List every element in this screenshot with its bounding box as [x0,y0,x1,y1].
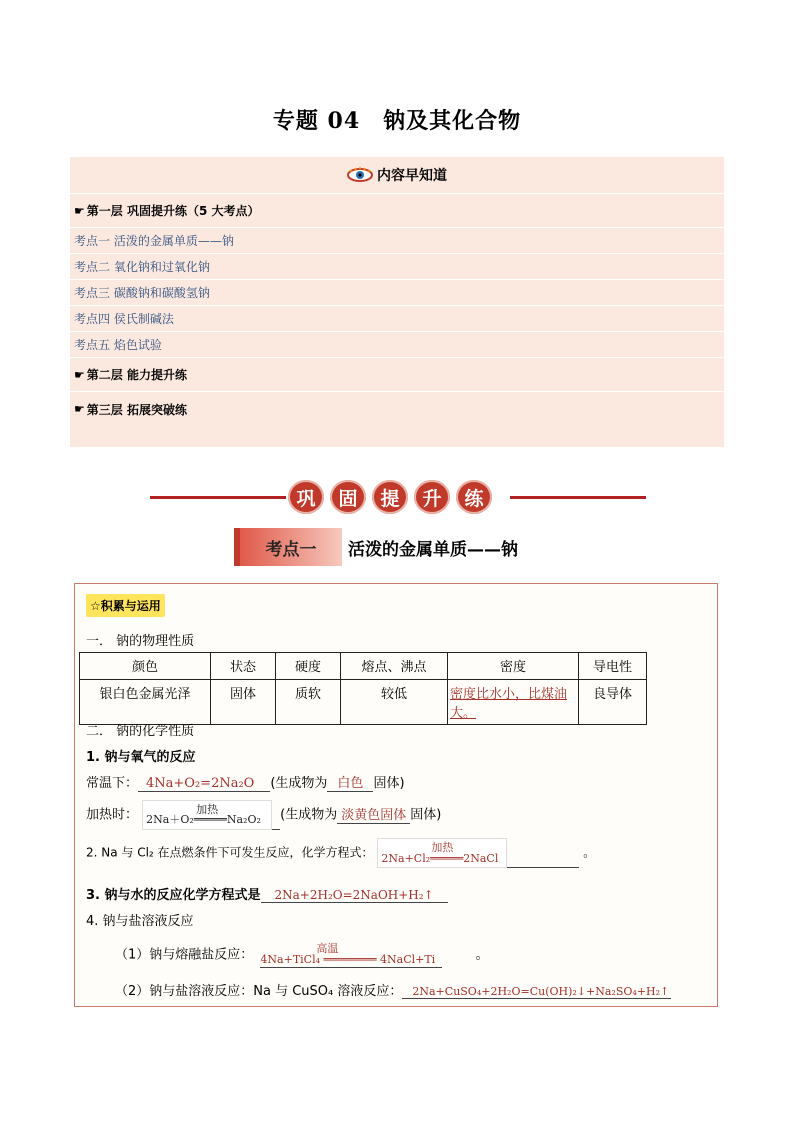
toc-item-point4[interactable]: 考点四 侯氏制碱法 [70,306,724,332]
water-eq: 2Na+2H₂O=2NaOH+H₂↑ [261,888,448,903]
banner-line-right [510,496,646,499]
pointing-hand-icon: ☛ [74,367,85,382]
s4-heading: 4. 钠与盐溶液反应 [86,914,194,929]
banner-char: 提 [372,480,408,514]
heat-product: 淡黄色固体 [337,804,410,824]
toc-item-level2[interactable]: ☛ 第二层 能力提升练 [70,358,724,392]
toc-item-point1[interactable]: 考点一 活泼的金属单质——钠 [70,228,724,254]
kaodian-heading [234,528,518,566]
toc-item-level3[interactable]: ☛ 第三层 拓展突破练 [74,402,187,417]
water-line: 3. 钠与水的反应化学方程式是 2Na+2H₂O=2NaOH+H₂↑ [86,884,448,903]
table-header: 硬度 [276,653,341,680]
banner-char: 升 [414,480,450,514]
pointing-hand-icon: ☛ [74,402,85,416]
kaodian-title: 活泼的金属单质——钠 [348,539,518,560]
room-product: 白色 [327,772,373,792]
table-header-row [80,653,647,680]
banner-line-left [150,496,286,499]
table-cell: 较低 [341,680,448,725]
table-cell: 质软 [276,680,341,725]
toc-item-level1[interactable]: ☛ 第一层 巩固提升练（5 大考点） [70,194,724,228]
banner-char: 练 [456,480,492,514]
table-row [80,680,647,725]
badge: ☆积累与运用 [86,594,165,617]
chlorine-eq-box: 加热 2Na+Cl₂═════2NaCl [377,838,507,868]
room-temp-line: 常温下： 4Na+O₂=2Na₂O (生成物为 白色 固体) [86,772,405,792]
banner-char: 固 [330,480,366,514]
solution-eq: 2Na+CuSO₄+2H₂O=Cu(OH)₂↓+Na₂SO₄+H₂↑ [402,985,671,999]
toc-panel [70,157,724,447]
room-eq: 4Na+O₂=2Na₂O [138,776,270,792]
table-cell: 密度比水小，比煤油大。 [448,680,579,725]
page-title: 专题 04 钠及其化合物 [272,108,522,134]
pointing-hand-icon: ☛ [74,203,85,218]
table-cell: 良导体 [579,680,647,725]
heat-line: 加热时： 加热 2Na＋O₂═════Na₂O₂ (生成物为 淡黄色固体 固体) [86,800,441,830]
star-icon: ☆ [90,599,101,613]
toc-header [70,157,724,194]
section-banner [150,480,646,516]
properties-table [79,652,647,725]
table-cell: 固体 [211,680,276,725]
section-physical: 一． 钠的物理性质 [86,634,195,649]
banner-char: 巩 [288,480,324,514]
table-header: 熔点、沸点 [341,653,448,680]
table-header: 密度 [448,653,579,680]
toc-item-point5[interactable]: 考点五 焰色试验 [70,332,724,358]
knowledge-box [74,583,718,1007]
melt-line: （1）钠与熔融盐反应： 高温 4Na+TiCl₄ ════════ 4NaCl+Ti 。 [115,940,489,970]
heat-eq-box: 加热 2Na＋O₂═════Na₂O₂ [142,800,272,830]
section-chemical: 二． 钠的化学性质 [86,724,195,739]
solution-line: （2）钠与盐溶液反应：Na 与 CuSO₄ 溶液反应： 2Na+CuSO₄+2H₂O=Cu(OH)₂↓+Na₂SO₄+H₂↑ [115,984,670,999]
toc-item-point3[interactable]: 考点三 碳酸钠和碳酸氢钠 [70,280,724,306]
toc-header-text: 内容早知道 [377,168,447,184]
chlorine-line: 2. Na 与 Cl₂ 在点燃条件下可发生反应，化学方程式： 加热 2Na+Cl₂═════2NaCl 。 [86,838,595,868]
table-header: 导电性 [579,653,647,680]
toc-item-point2[interactable]: 考点二 氧化钠和过氧化钠 [70,254,724,280]
kaodian-label: 考点一 [234,528,342,566]
table-header: 颜色 [80,653,211,680]
eye-icon [347,167,373,183]
table-header: 状态 [211,653,276,680]
table-cell: 银白色金属光泽 [80,680,211,725]
melt-eq-box: 高温 4Na+TiCl₄ ════════ 4NaCl+Ti [257,940,471,970]
s1-heading: 1. 钠与氧气的反应 [86,750,196,765]
